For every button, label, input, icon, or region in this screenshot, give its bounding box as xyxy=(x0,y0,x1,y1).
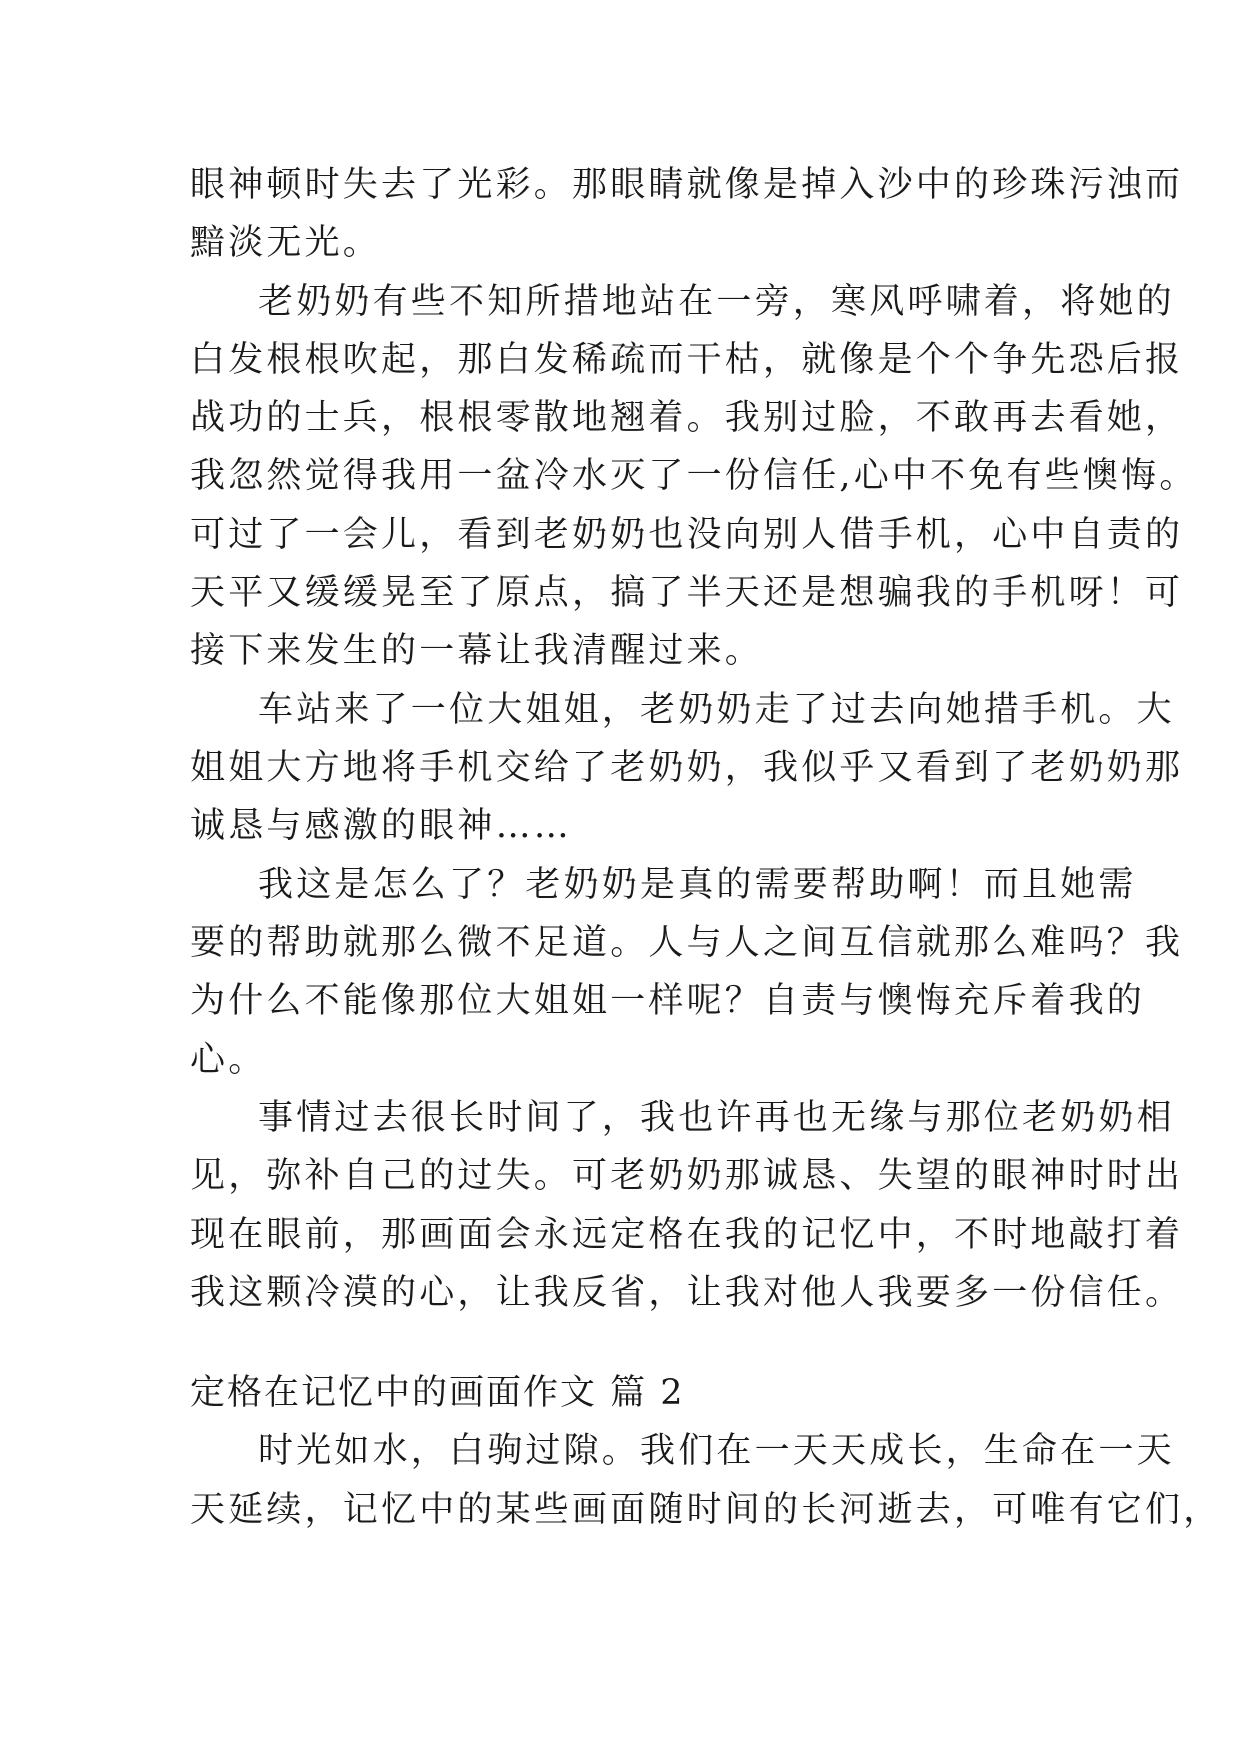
text-line: 我这是怎么了？老奶奶是真的需要帮助啊！而且她需 xyxy=(258,865,1137,905)
text-line: 黯淡无光。 xyxy=(190,223,382,263)
text-line: 现在眼前，那画面会永远定格在我的记忆中，不时地敲打着 xyxy=(190,1215,1184,1255)
text-line: 心。 xyxy=(190,1040,267,1080)
text-line: 可过了一会儿，看到老奶奶也没向别人借手机，心中自责的 xyxy=(190,515,1184,555)
text-line: 车站来了一位大姐姐，老奶奶走了过去向她措手机。大 xyxy=(258,690,1175,730)
text-line: 天延续，记忆中的某些画面随时间的长河逝去，可唯有它们， xyxy=(190,1490,1222,1530)
text-line: 天平又缓缓晃至了原点，搞了半天还是想骗我的手机呀！可 xyxy=(190,573,1184,613)
text-line: 要的帮助就那么微不足道。人与人之间互信就那么难吗？我 xyxy=(190,923,1184,963)
text-line: 见，弥补自己的过失。可老奶奶那诚恳、失望的眼神时时出 xyxy=(190,1156,1184,1196)
text-line: 白发根根吹起，那白发稀疏而干枯，就像是个个争先恐后报 xyxy=(190,340,1184,380)
text-line: 我忽然觉得我用一盆冷水灭了一份信任,心中不免有些懊悔。 xyxy=(190,456,1198,496)
text-line: 我这颗冷漠的心，让我反省，让我对他人我要多一份信任。 xyxy=(190,1273,1184,1313)
text-line: 接下来发生的一幕让我清醒过来。 xyxy=(190,631,764,671)
section-heading: 定格在记忆中的画面作文 篇 2 xyxy=(190,1373,685,1413)
text-line: 老奶奶有些不知所措地站在一旁，寒风呼啸着，将她的 xyxy=(258,282,1175,322)
text-line: 战功的士兵，根根零散地翘着。我别过脸，不敢再去看她， xyxy=(190,398,1184,438)
text-line: 为什么不能像那位大姐姐一样呢？自责与懊悔充斥着我的 xyxy=(190,981,1146,1021)
text-line: 时光如水，白驹过隙。我们在一天天成长，生命在一天 xyxy=(258,1431,1175,1471)
text-line: 姐姐大方地将手机交给了老奶奶，我似乎又看到了老奶奶那 xyxy=(190,748,1184,788)
text-line: 事情过去很长时间了，我也许再也无缘与那位老奶奶相 xyxy=(258,1098,1175,1138)
text-line: 眼神顿时失去了光彩。那眼睛就像是掉入沙中的珍珠污浊而 xyxy=(190,165,1184,205)
text-line: 诚恳与感激的眼神…… xyxy=(190,806,573,846)
